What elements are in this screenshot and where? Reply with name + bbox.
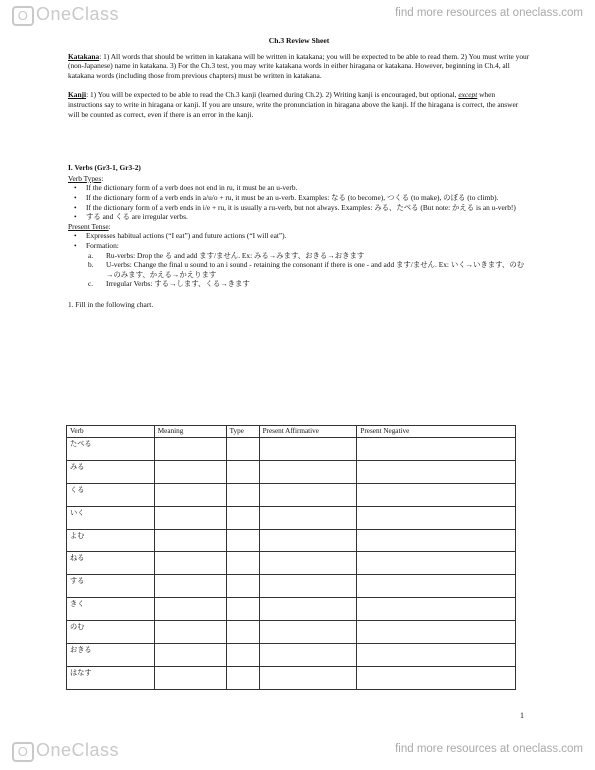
table-row — [67, 666, 516, 689]
table-header-row — [67, 426, 516, 438]
cell-type[interactable] — [226, 644, 259, 667]
logo-text: OneClass — [36, 4, 120, 24]
cell-present-negative[interactable] — [357, 483, 516, 506]
verb-types-list — [68, 183, 530, 221]
col-header-verb: Verb — [67, 426, 155, 438]
header-bar — [0, 0, 595, 34]
table-row — [67, 575, 516, 598]
verb-types-heading: Verb Types: — [68, 173, 104, 183]
cell-verb: はなす — [67, 666, 155, 689]
list-item: b. U-verbs: Change the final u sound to an i sound - retaining the consonant if there is one - and add ます/ません. Ex: いく→いきます、のむ→のみます、かえる→かえります — [88, 260, 525, 279]
oneclass-logo[interactable] — [12, 4, 119, 26]
cell-meaning[interactable] — [154, 438, 226, 461]
table-row — [67, 483, 516, 506]
list-item: • If the dictionary form of a verb ends in i/e + ru, it is usually a ru-verb, but not always. Examples: みる、たべる (But note: かえる is an u-verb!) — [86, 203, 530, 213]
cell-type[interactable] — [226, 529, 259, 552]
cell-present-negative[interactable] — [357, 598, 516, 621]
oneclass-logo-icon: O — [12, 6, 34, 26]
cell-meaning[interactable] — [154, 621, 226, 644]
page-number: 1 — [520, 711, 524, 720]
cell-verb: ねる — [67, 552, 155, 575]
cell-present-negative[interactable] — [357, 644, 516, 667]
cell-verb: くる — [67, 483, 155, 506]
cell-present-negative[interactable] — [357, 506, 516, 529]
table-row — [67, 438, 516, 461]
present-tense-heading: Present Tense: — [68, 221, 111, 231]
logo-text: OneClass — [36, 740, 120, 760]
col-header-present-negative: Present Negative — [357, 426, 516, 438]
cell-present-affirmative[interactable] — [259, 552, 357, 575]
cell-type[interactable] — [226, 438, 259, 461]
list-item: • If the dictionary form of a verb ends in a/u/o + ru, it must be an u-verb. Examples: なる (to become), つくる (to make), のぼる (to climb). — [86, 193, 530, 203]
table-row — [67, 598, 516, 621]
cell-present-affirmative[interactable] — [259, 575, 357, 598]
cell-type[interactable] — [226, 460, 259, 483]
cell-type[interactable] — [226, 666, 259, 689]
cell-meaning[interactable] — [154, 575, 226, 598]
cell-verb: たべる — [67, 438, 155, 461]
cell-present-affirmative[interactable] — [259, 666, 357, 689]
cell-meaning[interactable] — [154, 598, 226, 621]
cell-present-negative[interactable] — [357, 438, 516, 461]
kanji-text-1: : 1) You will be expected to be able to read the Ch.3 kanji (learned during Ch.2). 2) Writing kanji is encouraged, but optional, — [86, 90, 459, 100]
col-header-meaning: Meaning — [154, 426, 226, 438]
question-1: 1. Fill in the following chart. — [68, 299, 154, 309]
col-header-present-affirmative: Present Affirmative — [259, 426, 357, 438]
cell-type[interactable] — [226, 506, 259, 529]
cell-meaning[interactable] — [154, 644, 226, 667]
section-verbs-title: I. Verbs (Gr3-1, Gr3-2) — [68, 163, 141, 173]
list-item: c. Irregular Verbs: する→します、くる→きます — [88, 279, 250, 289]
cell-meaning[interactable] — [154, 506, 226, 529]
resources-link-footer[interactable]: find more resources at oneclass.com — [395, 743, 583, 755]
cell-meaning[interactable] — [154, 552, 226, 575]
page-title: Ch.3 Review Sheet — [268, 36, 330, 45]
cell-present-negative[interactable] — [357, 666, 516, 689]
katakana-paragraph — [68, 52, 530, 81]
cell-present-affirmative[interactable] — [259, 506, 357, 529]
cell-present-negative[interactable] — [357, 552, 516, 575]
table-row — [67, 552, 516, 575]
present-tense-list — [68, 231, 530, 250]
cell-type[interactable] — [226, 552, 259, 575]
cell-meaning[interactable] — [154, 529, 226, 552]
kanji-text-2: when instructions say to write in hiragana or kanji. If you are unsure, write the pronunciation in hiragana above the kanji. If the hiragana is correct, the answer will be counted as correct, even if there is an error in the kanji. — [68, 90, 519, 119]
document-page — [68, 36, 530, 309]
cell-type[interactable] — [226, 621, 259, 644]
list-item: • する and くる are irregular verbs. — [86, 212, 530, 222]
cell-meaning[interactable] — [154, 483, 226, 506]
kanji-except: except — [458, 90, 478, 100]
table-row — [67, 644, 516, 667]
list-item: • Expresses habitual actions (“I eat”) and future actions (“I will eat”). — [86, 231, 530, 241]
cell-present-affirmative[interactable] — [259, 460, 357, 483]
cell-type[interactable] — [226, 598, 259, 621]
table-row — [67, 460, 516, 483]
table-row — [67, 529, 516, 552]
cell-meaning[interactable] — [154, 460, 226, 483]
list-item: a. Ru-verbs: Drop the る and add ます/ません. Ex: みる→みます、おきる→おきます — [88, 250, 365, 260]
oneclass-logo-icon: O — [12, 742, 34, 762]
kanji-paragraph — [68, 90, 530, 119]
table-row — [67, 621, 516, 644]
katakana-text: : 1) All words that should be written in katakana will be written in katakana; you will be expected to be able to read them. 2) You must write your (non-Japanese) name in katakana. 3) For the Ch.3 test, you may write katakana words in either hiragana or katakana. However, beginning in Ch.4, all katakana words (including those from previous chapters) must be written in katakana. — [68, 51, 530, 80]
col-header-type: Type — [226, 426, 259, 438]
table-row — [67, 506, 516, 529]
katakana-label: Katakana — [68, 51, 100, 61]
verb-chart-table — [66, 425, 516, 690]
cell-verb: みる — [67, 460, 155, 483]
cell-type[interactable] — [226, 483, 259, 506]
cell-verb: おきる — [67, 644, 155, 667]
cell-verb: する — [67, 575, 155, 598]
cell-meaning[interactable] — [154, 666, 226, 689]
cell-present-affirmative[interactable] — [259, 598, 357, 621]
list-item: • Formation: — [86, 241, 530, 251]
oneclass-logo-footer[interactable] — [12, 740, 119, 762]
kanji-label: Kanji — [68, 90, 87, 100]
cell-present-affirmative[interactable] — [259, 483, 357, 506]
resources-link[interactable]: find more resources at oneclass.com — [395, 7, 583, 19]
cell-verb: きく — [67, 598, 155, 621]
cell-present-negative[interactable] — [357, 575, 516, 598]
cell-verb: いく — [67, 506, 155, 529]
cell-present-affirmative[interactable] — [259, 529, 357, 552]
list-item: • If the dictionary form of a verb does not end in ru, it must be an u-verb. — [86, 183, 530, 193]
cell-verb: のむ — [67, 621, 155, 644]
formation-list — [68, 251, 530, 289]
cell-present-affirmative[interactable] — [259, 438, 357, 461]
cell-present-negative[interactable] — [357, 621, 516, 644]
footer-bar — [0, 734, 595, 770]
cell-present-affirmative[interactable] — [259, 621, 357, 644]
cell-type[interactable] — [226, 575, 259, 598]
cell-present-affirmative[interactable] — [259, 644, 357, 667]
cell-present-negative[interactable] — [357, 529, 516, 552]
chart-body — [67, 438, 516, 690]
cell-verb: よむ — [67, 529, 155, 552]
cell-present-negative[interactable] — [357, 460, 516, 483]
